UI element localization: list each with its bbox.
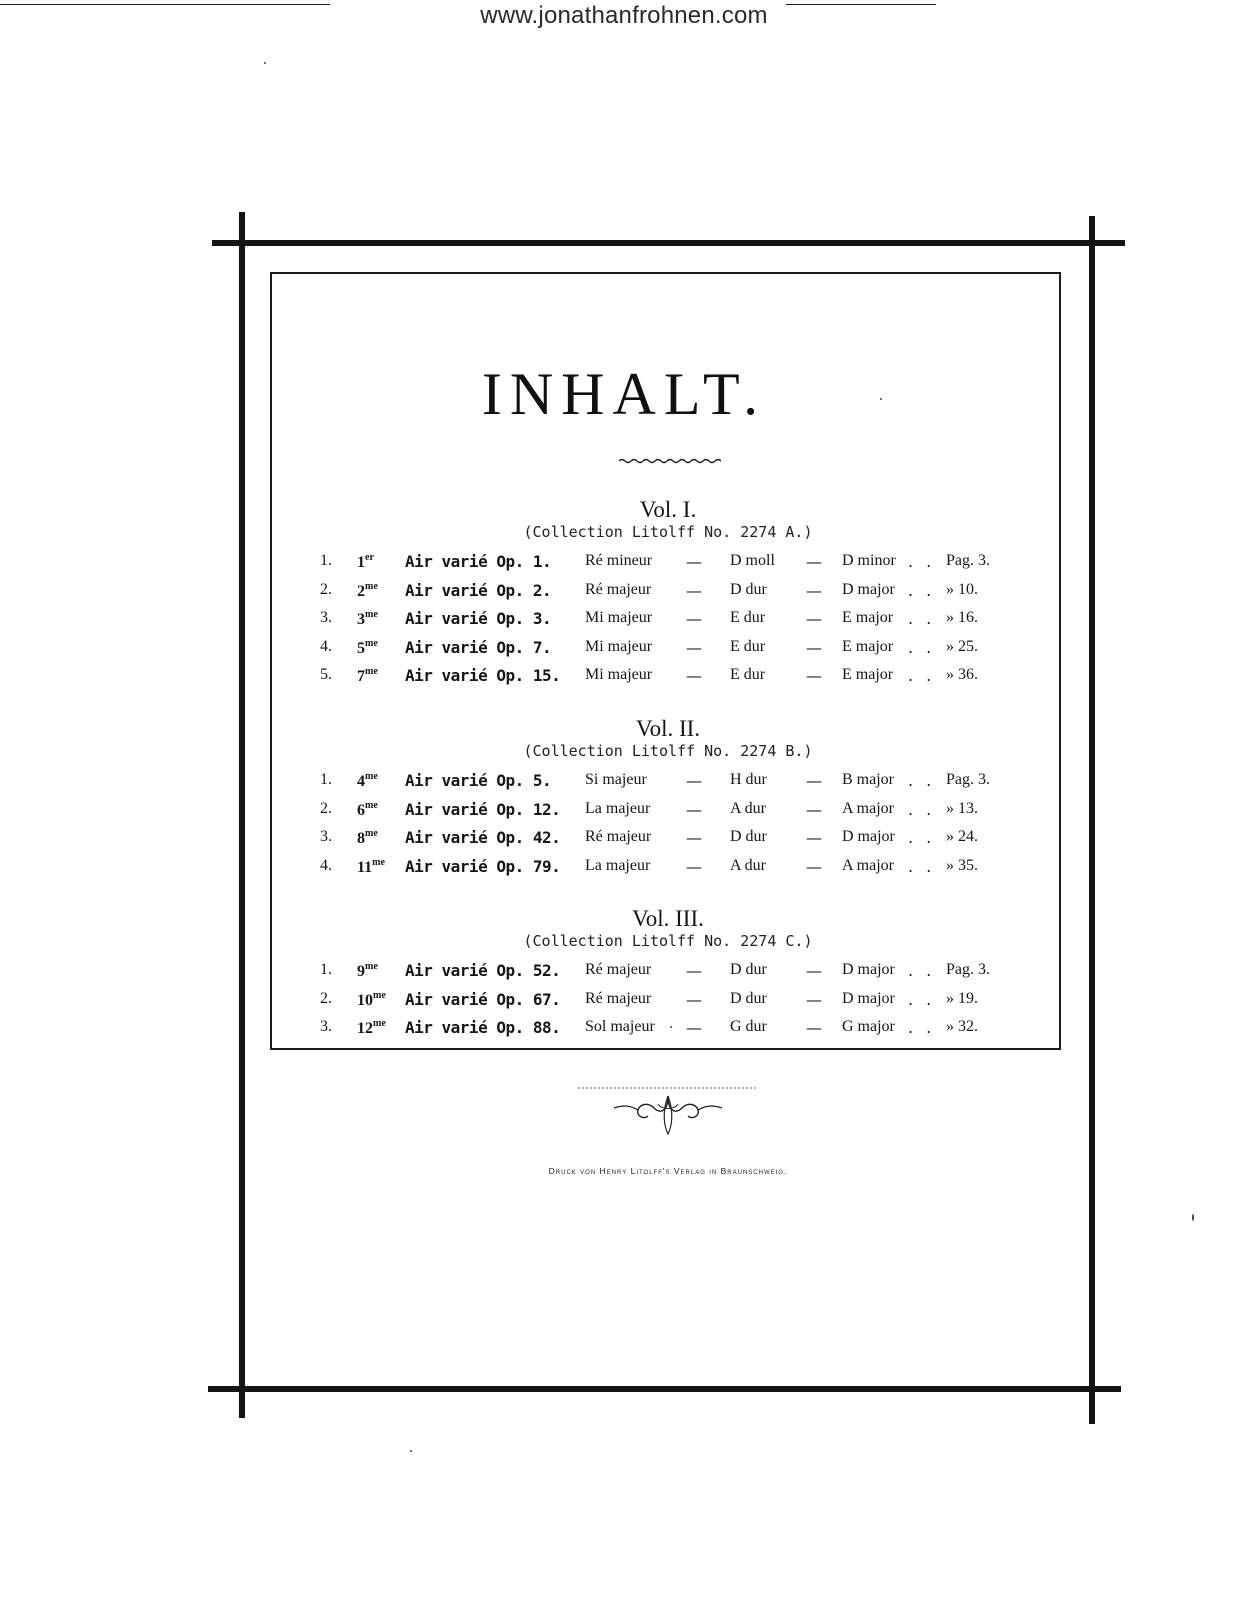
- entry-dash: —: [686, 552, 702, 571]
- entry-key-english: G major: [842, 1018, 895, 1035]
- entry-ordinal-suffix: me: [365, 961, 378, 972]
- entry-key-french: Si majeur: [585, 771, 647, 788]
- entry-leader-dots: . .: [908, 828, 936, 847]
- entry-key-german: D dur: [730, 828, 767, 845]
- entry-dash: —: [806, 609, 822, 628]
- entry-key-english: A major: [842, 856, 894, 874]
- entry-key-german: E dur: [730, 666, 766, 683]
- top-rule-right: [786, 4, 936, 5]
- entry-dash: —: [686, 961, 702, 980]
- entry-key-english: D major: [842, 989, 895, 1007]
- entry-ordinal: $12^{me}$: [357, 1018, 386, 1037]
- entry-key-german: E dur: [730, 637, 766, 655]
- scan-speck: [264, 62, 266, 64]
- entry-page: Pag. 3.: [946, 552, 990, 569]
- entry-work: Air varié Op. 12.: [405, 799, 561, 819]
- frame-bottom-bar: [208, 1386, 1121, 1392]
- entry-work: Air varié Op. 2.: [405, 580, 552, 600]
- entry-leader-dots: . .: [908, 637, 936, 657]
- entry-work: Air varié Op. 5.: [405, 771, 552, 790]
- entry-dash: —: [806, 856, 822, 876]
- entry-ordinal-suffix: me: [365, 771, 378, 782]
- entry-ordinal: $4^{me}$: [357, 771, 378, 790]
- entry-dash: —: [686, 1018, 702, 1037]
- entry-key-french: Mi majeur: [585, 637, 653, 655]
- entry-number: 3.: [320, 609, 332, 626]
- frame-top-bar: [212, 240, 1125, 246]
- entry-page: » 24.: [946, 828, 978, 845]
- entry-key-english: A major: [842, 799, 894, 817]
- volume-collection: (Collection Litolff No. 2274 A.): [523, 523, 813, 541]
- entry-key-german: A dur: [730, 856, 766, 874]
- entry-dash: —: [686, 989, 702, 1009]
- scan-speck: [670, 1026, 672, 1028]
- entry-page: » 32.: [946, 1018, 978, 1035]
- entry-leader-dots: . .: [908, 1018, 936, 1037]
- entry-work: Air varié Op. 67.: [405, 989, 561, 1009]
- entry-page: » 19.: [946, 989, 978, 1007]
- entry-key-french: Mi majeur: [585, 666, 653, 683]
- entry-page: » 36.: [946, 666, 978, 683]
- entry-key-french: La majeur: [585, 799, 651, 817]
- entry-ordinal: $2^{me}$: [357, 580, 378, 600]
- entry-work: Air varié Op. 7.: [405, 637, 552, 657]
- scan-speck: [1192, 1214, 1194, 1221]
- entry-number: 3.: [320, 828, 332, 845]
- entry-key-english: E major: [842, 637, 894, 655]
- entry-work: Air varié Op. 79.: [405, 856, 561, 876]
- entry-number: 1.: [320, 961, 332, 978]
- entry-ordinal-suffix: me: [373, 989, 386, 1001]
- entry-key-french: Ré majeur: [585, 580, 652, 598]
- entry-key-german: D dur: [730, 961, 767, 978]
- entry-key-german: D moll: [730, 552, 775, 569]
- volume-collection: (Collection Litolff No. 2274 C.): [523, 932, 813, 950]
- contents-entry: [0, 581, 1248, 605]
- entry-number: 5.: [320, 666, 332, 683]
- contents-entry: [0, 961, 1248, 985]
- entry-key-french: Ré majeur: [585, 961, 652, 978]
- entry-dash: —: [806, 828, 822, 847]
- entry-ordinal-suffix: me: [365, 828, 378, 839]
- entry-dash: —: [686, 609, 702, 628]
- entry-key-german: E dur: [730, 609, 766, 626]
- entry-number: 2.: [320, 799, 332, 817]
- entry-dash: —: [806, 989, 822, 1009]
- entry-ordinal: $8^{me}$: [357, 828, 378, 847]
- entry-page: » 10.: [946, 580, 978, 598]
- entry-dash: —: [806, 1018, 822, 1037]
- volume-collection: (Collection Litolff No. 2274 B.): [523, 742, 813, 760]
- entry-key-german: A dur: [730, 799, 766, 817]
- entry-work: Air varié Op. 15.: [405, 666, 561, 685]
- entry-work: Air varié Op. 52.: [405, 961, 561, 980]
- header-url: www.jonathanfrohnen.com: [480, 2, 768, 29]
- entry-ordinal-suffix: me: [365, 666, 378, 677]
- entry-ordinal-suffix: me: [372, 856, 385, 868]
- contents-entry: [0, 666, 1248, 690]
- entry-ordinal: $9^{me}$: [357, 961, 378, 980]
- entry-key-german: D dur: [730, 989, 767, 1007]
- contents-entry: [0, 990, 1248, 1014]
- entry-ordinal-suffix: er: [365, 552, 374, 563]
- entry-key-french: La majeur: [585, 856, 651, 874]
- entry-dash: —: [686, 580, 702, 600]
- entry-ordinal: $7^{me}$: [357, 666, 378, 685]
- volume-title: Vol. II.: [635, 716, 701, 741]
- entry-key-french: Ré majeur: [585, 828, 652, 845]
- entry-ordinal-suffix: me: [365, 580, 378, 592]
- entry-page: » 16.: [946, 609, 978, 626]
- entry-leader-dots: . .: [908, 799, 936, 819]
- contents-entry: [0, 828, 1248, 852]
- entry-dash: —: [806, 580, 822, 600]
- entry-leader-dots: . .: [908, 580, 936, 600]
- entry-page: » 13.: [946, 799, 978, 817]
- scroll-ornament: [578, 1082, 758, 1142]
- entry-leader-dots: . .: [908, 552, 936, 571]
- contents-entry: [0, 771, 1248, 795]
- entry-key-german: D dur: [730, 580, 767, 598]
- entry-work: Air varié Op. 3.: [405, 609, 552, 628]
- entry-dash: —: [686, 666, 702, 685]
- entry-key-german: G dur: [730, 1018, 767, 1035]
- scan-speck: [410, 1450, 412, 1452]
- entry-key-english: E major: [842, 609, 894, 626]
- entry-ordinal-suffix: me: [365, 799, 378, 811]
- entry-dash: —: [806, 552, 822, 571]
- entry-dash: —: [686, 799, 702, 819]
- entry-dash: —: [806, 637, 822, 657]
- entry-page: » 35.: [946, 856, 978, 874]
- entry-ordinal: 1er: [357, 552, 374, 571]
- entry-key-english: D major: [842, 828, 895, 845]
- entry-dash: —: [686, 828, 702, 847]
- scan-speck: [880, 398, 882, 400]
- entry-leader-dots: . .: [908, 961, 936, 980]
- entry-ordinal: $6^{me}$: [357, 799, 378, 819]
- top-rule-left: [0, 4, 330, 5]
- entry-ordinal: $3^{me}$: [357, 609, 378, 628]
- entry-leader-dots: . .: [908, 771, 936, 790]
- entry-number: 2.: [320, 989, 332, 1007]
- entry-page: Pag. 3.: [946, 771, 990, 788]
- volume-title: Vol. I.: [639, 497, 697, 522]
- entry-page: » 25.: [946, 637, 978, 655]
- entry-key-german: H dur: [730, 771, 767, 788]
- entry-work: Air varié Op. 1.: [405, 552, 552, 571]
- entry-number: 3.: [320, 1018, 332, 1035]
- entry-key-english: B major: [842, 771, 894, 788]
- contents-entry: [0, 800, 1248, 824]
- contents-entry: [0, 609, 1248, 633]
- entry-key-english: E major: [842, 666, 894, 683]
- entry-dash: —: [686, 637, 702, 657]
- entry-leader-dots: . .: [908, 666, 936, 685]
- contents-entry: [0, 857, 1248, 881]
- volume-title: Vol. III.: [632, 906, 704, 931]
- entry-page: Pag. 3.: [946, 961, 990, 978]
- entry-key-english: D major: [842, 961, 895, 978]
- entry-leader-dots: . .: [908, 609, 936, 628]
- entry-number: 4.: [320, 856, 332, 874]
- entry-work: Air varié Op. 42.: [405, 828, 561, 847]
- entry-ordinal: $5^{me}$: [357, 637, 378, 657]
- entry-key-english: D major: [842, 580, 895, 598]
- entry-work: Air varié Op. 88.: [405, 1018, 561, 1037]
- entry-number: 4.: [320, 637, 332, 655]
- entry-number: 2.: [320, 580, 332, 598]
- entry-leader-dots: . .: [908, 856, 936, 876]
- entry-ordinal: $11^{me}$: [357, 856, 385, 876]
- contents-entry: [0, 552, 1248, 576]
- title-squiggle-ornament: [619, 456, 721, 466]
- entry-dash: —: [806, 961, 822, 980]
- entry-dash: —: [686, 771, 702, 790]
- entry-number: 1.: [320, 771, 332, 788]
- entry-ordinal-suffix: me: [365, 637, 378, 649]
- entry-key-french: Sol majeur: [585, 1018, 655, 1035]
- entry-key-english: D minor: [842, 552, 896, 569]
- entry-ordinal-suffix: me: [373, 1018, 386, 1029]
- contents-entry: [0, 638, 1248, 662]
- entry-dash: —: [686, 856, 702, 876]
- entry-number: 1.: [320, 552, 332, 569]
- entry-key-french: Ré majeur: [585, 989, 652, 1007]
- page-title: INHALT.: [481, 361, 767, 427]
- entry-dash: —: [806, 799, 822, 819]
- entry-ordinal-suffix: me: [365, 609, 378, 620]
- contents-entry: [0, 1018, 1248, 1042]
- entry-dash: —: [806, 771, 822, 790]
- printer-imprint: Druck von Henry Litolff's Verlag in Braunschweig.: [548, 1166, 788, 1176]
- entry-ordinal: $10^{me}$: [357, 989, 386, 1009]
- entry-dash: —: [806, 666, 822, 685]
- entry-key-french: Mi majeur: [585, 609, 653, 626]
- entry-leader-dots: . .: [908, 989, 936, 1009]
- entry-key-french: Ré mineur: [585, 552, 653, 569]
